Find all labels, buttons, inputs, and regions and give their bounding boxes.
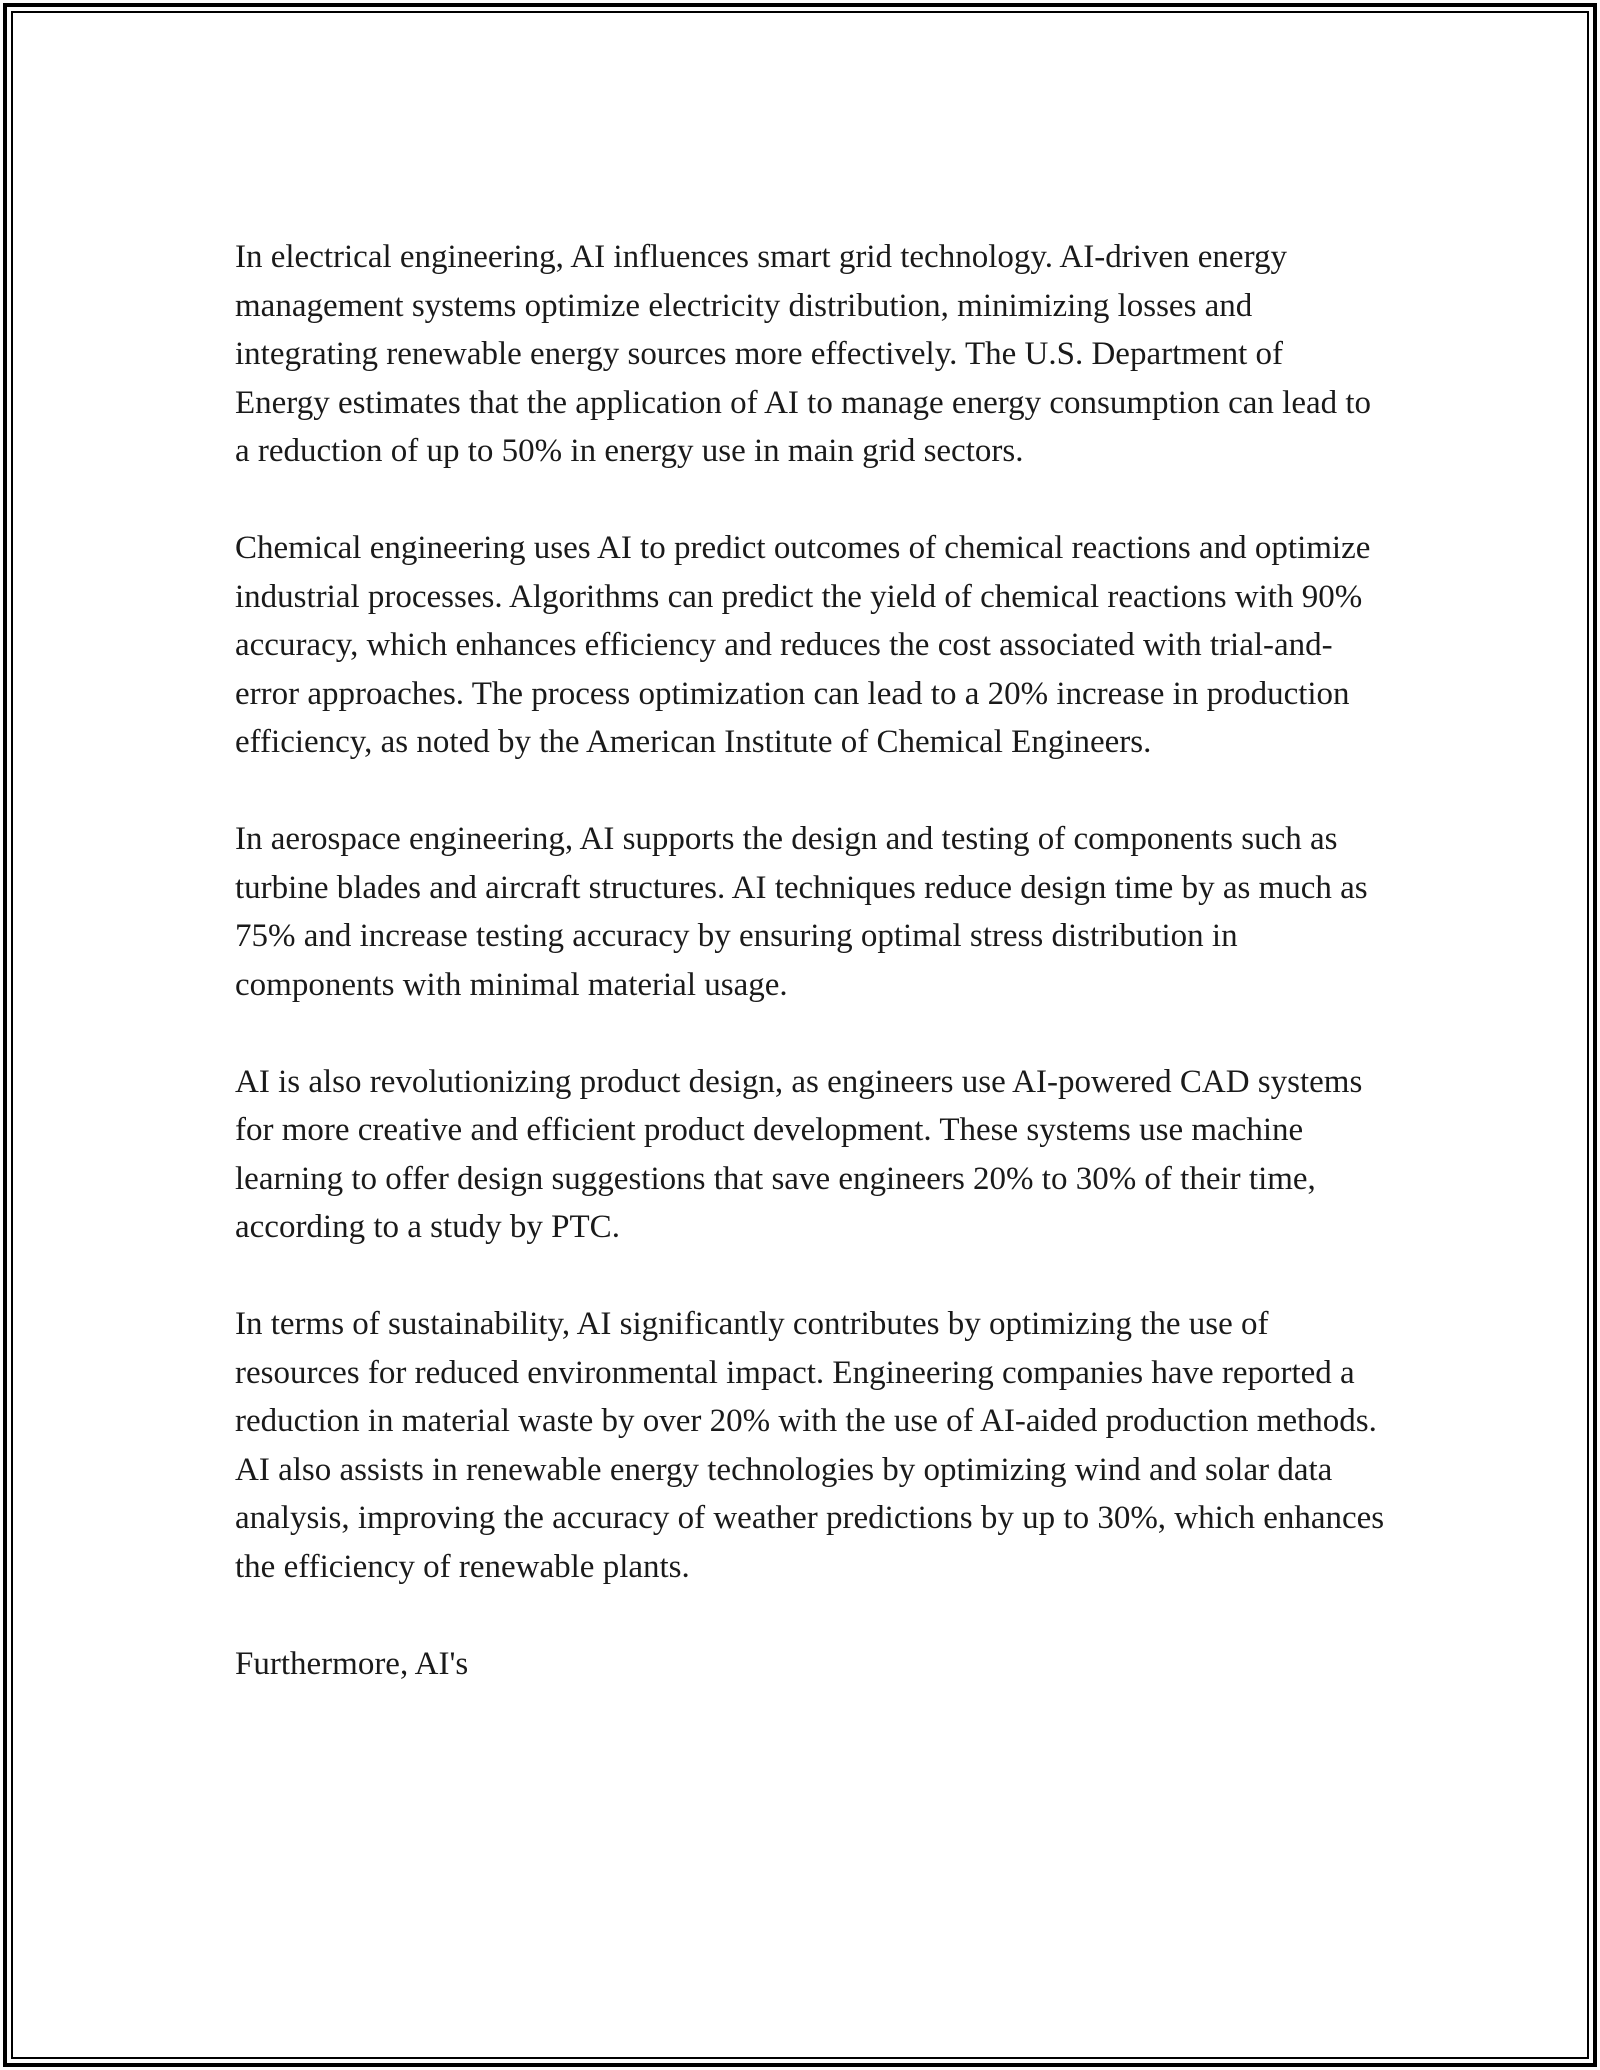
paragraph-chemical-engineering: Chemical engineering uses AI to predict outcomes of chemical reactions and optimize industrial processes. Algorithms can predict the yield of chemical reactions with 90% accuracy, which enhances efficiency and reduces the cost associated with trial-and-error approaches. The process optimization can lead to a 20% increase in production efficiency, as noted by the American Institute of Chemical Engineers.: [235, 530, 1371, 760]
paragraph-sustainability: In terms of sustainability, AI significantly contributes by optimizing the use of resources for reduced environmental impact. Engineering companies have reported a reduction in material waste by over 20% with the use of AI-aided production methods. AI also assists in renewable energy technologies by optimizing wind and solar data analysis, improving the accuracy of weather predictions by up to 30%, which enhances the efficiency of renewable plants.: [235, 1306, 1385, 1585]
paragraph-electrical-engineering: In electrical engineering, AI influences smart grid technology. AI-driven energy management systems optimize electricity distribution, minimizing losses and integrating renewable energy sources more effectively. The U.S. Department of Energy estimates that the application of AI to manage energy consumption can lead to a reduction of up to 50% in energy use in main grid sectors.: [235, 239, 1372, 469]
paragraph-furthermore: Furthermore, AI's: [235, 1645, 469, 1682]
paragraph-aerospace-engineering: In aerospace engineering, AI supports the design and testing of components such as turbine blades and aircraft structures. AI techniques reduce design time by as much as 75% and increase testing accuracy by ensuring optimal stress distribution in components with minimal material usage.: [235, 821, 1368, 1003]
document-body: [235, 233, 1385, 1737]
paragraph-product-design: AI is also revolutionizing product design, as engineers use AI-powered CAD systems for more creative and efficient product development. These systems use machine learning to offer design suggestions that save engineers 20% to 30% of their time, according to a study by PTC.: [235, 1063, 1363, 1245]
